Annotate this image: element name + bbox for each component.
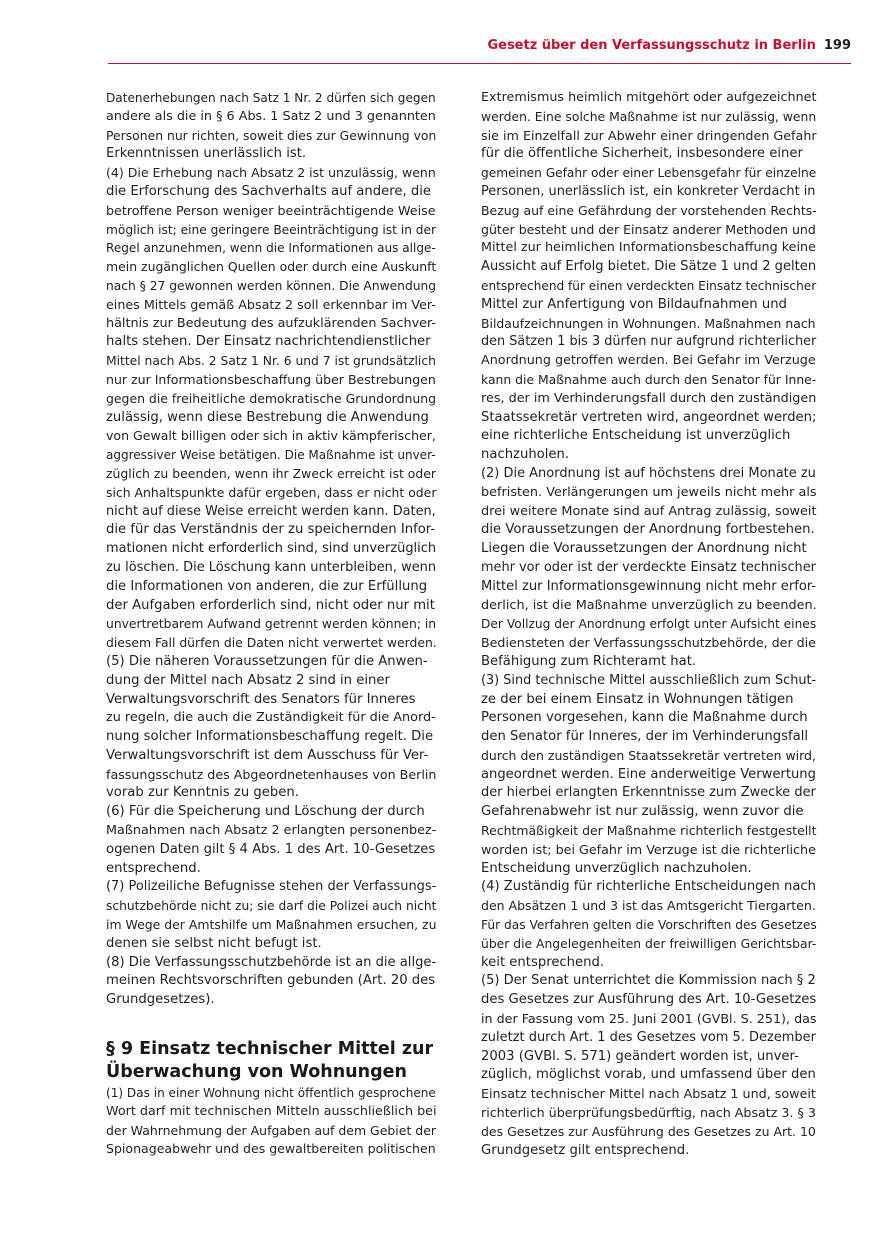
text-line: Rechtmäßigkeit der Maßnahme richterlich festgestellt [481,823,817,839]
text-line: züglich zu beenden, wenn ihr Zweck erreicht ist oder [106,465,437,481]
right-body-text [481,89,816,1160]
text-line: drei weitere Monate sind auf Antrag zulässig, soweit [481,503,817,519]
text-line: Staatssekretär vertreten wird, angeordnet werden; [481,409,817,425]
text-line: Mittel zur Informationsgewinnung nicht mehr erfor- [481,578,817,594]
text-line: befristen. Verlängerungen um jeweils nicht mehr als [481,484,817,500]
text-line: Grundgesetzes). [106,992,215,1008]
left-column [106,89,436,1159]
text-line: sie im Einzelfall zur Abwehr einer dringenden Gefahr [481,127,817,143]
text-line: vorab zur Kenntnis zu geben. [106,785,299,801]
text-line: (4) Die Erhebung nach Absatz 2 ist unzulässig, wenn [106,165,436,181]
text-line: entsprechend für einen verdeckten Einsatz technischer [481,278,817,293]
text-line: richterlich überprüfungsbedürftig, nach Absatz 3. § 3 [481,1105,816,1121]
text-line: mein zugänglichen Quellen oder durch eine Auskunft [106,259,437,275]
text-line: des Gesetzes zur Ausführung des Gesetzes zu Art. 10 [481,1123,816,1139]
text-line: für die öffentliche Sicherheit, insbesondere einer [481,146,803,162]
text-line: Personen nur richten, soweit dies zur Gewinnung von [106,128,437,143]
text-line: Anordnung getroffen werden. Bei Gefahr im Verzuge [481,353,816,369]
section-gap [106,1010,436,1038]
text-line: Verwaltungsvorschrift ist dem Ausschuss für Ver- [106,747,429,763]
text-line: (7) Polizeiliche Befugnisse stehen der Verfassungs- [106,879,437,895]
text-line: keit entsprechend. [481,954,605,970]
text-line: zuletzt durch Art. 1 des Gesetzes vom 5. Dezember [481,1029,816,1045]
text-line: mehr vor oder ist der verdeckte Einsatz technischer [481,559,816,575]
text-line: der Wahrnehmung der Aufgaben auf dem Gebiet der [106,1122,437,1138]
text-line: (1) Das in einer Wohnung nicht öffentlich gesprochene [106,1086,436,1101]
text-line: der hierbei erlangten Erkenntnisse zum Zwecke der [481,785,816,801]
text-line: 2003 (GVBl. S. 571) geändert worden ist, unver- [481,1048,799,1064]
text-line: res, der im Verhinderungsfall durch den zuständigen [481,390,817,406]
text-line: meinen Rechtsvorschriften gebunden (Art. 20 des [106,973,436,989]
left-body-text [106,89,436,1010]
text-line: Regel anzunehmen, wenn die Informationen aus allge- [106,241,436,256]
text-line: Erkenntnissen unerlässlich ist. [106,146,307,162]
text-line: Mittel nach Abs. 2 Satz 1 Nr. 6 und 7 ist grundsätzlich [106,354,436,369]
heading-line: Überwachung von Wohnungen [106,1062,407,1083]
text-line: den Sätzen 1 bis 3 dürfen nur aufgrund richterlicher [481,334,817,350]
text-line: Spionageabwehr und des gewaltbereiten politischen [106,1141,436,1157]
text-line: (2) Die Anordnung ist auf höchstens drei Monate zu [481,465,816,481]
text-line: güter besteht und der Einsatz anderer Methoden und [481,221,816,237]
text-line: (4) Zuständig für richterliche Entscheidungen nach [481,879,816,895]
text-line: halts stehen. Der Einsatz nachrichtendienstlicher [106,334,431,350]
text-line: hältnis zur Bedeutung des aufzuklärenden Sachver- [106,315,437,331]
header-rule [108,63,851,64]
text-line: in der Fassung vom 25. Juni 2001 (GVBl. S. 251), das [481,1011,817,1027]
text-line: entsprechend. [106,860,201,876]
text-line: aggressiver Weise betätigen. Die Maßnahme ist unver- [106,448,436,463]
running-header [480,38,851,53]
text-line: möglich ist; eine geringere Beeinträchtigung ist in der [106,222,437,237]
text-line: sich Anhaltspunkte dafür ergeben, dass er nicht oder [106,484,437,500]
text-line: Extremismus heimlich mitgehört oder aufgezeichnet [481,90,817,105]
text-line: schutzbehörde nicht zu; sie darf die Polizei auch nicht [106,899,437,914]
text-line: ogenen Daten gilt § 4 Abs. 1 des Art. 10-Gesetzes [106,841,436,857]
text-line: Aussicht auf Erfolg bietet. Die Sätze 1 und 2 gelten [481,259,817,275]
text-line: Für das Verfahren gelten die Vorschriften des Gesetzes [481,918,817,933]
text-line: mationen nicht erforderlich sind, sind unverzüglich [106,541,437,557]
text-line: (6) Für die Speicherung und Löschung der durch [106,804,425,820]
text-line: kann die Maßnahme auch durch den Senator für Inne- [481,371,817,387]
text-line: Mittel zur Anfertigung von Bildaufnahmen und [481,296,787,312]
text-line: nicht auf diese Weise erreicht werden kann. Daten, [106,503,436,519]
text-line: Gefahrenabwehr ist nur zulässig, wenn zuvor die [481,804,804,820]
text-line: gegen die freiheitliche demokratische Grundordnung [106,390,437,406]
text-line: Personen, unerlässlich ist, ein konkreter Verdacht in [481,183,816,199]
text-line: worden ist; bei Gefahr im Verzuge ist die richterliche [481,841,816,857]
text-line: (5) Die näheren Voraussetzungen für die Anwen- [106,653,428,669]
text-line: Bezug auf eine Gefährdung der vorstehenden Rechts- [481,202,817,218]
text-line: unvertretbarem Aufwand getrennt werden können; in [106,617,437,632]
text-line: betroffene Person weniger beeinträchtigende Weise [106,202,436,218]
text-line: über die Angelegenheiten der freiwilligen Gerichtsbar- [481,936,817,951]
text-line: die Voraussetzungen der Anordnung fortbestehen. [481,522,815,538]
text-line: Wort darf mit technischen Mitteln ausschließlich bei [106,1103,437,1119]
text-line: nach § 27 gewonnen werden können. Die Anwendung [106,278,437,293]
text-line: zulässig, wenn diese Bestrebung die Anwendung [106,409,429,425]
text-line: werden. Eine solche Maßnahme ist nur zulässig, wenn [481,108,817,124]
text-line: nur zur Informationsbeschaffung über Bestrebungen [106,371,436,387]
text-line: Maßnahmen nach Absatz 2 erlangten personenbez- [106,823,437,839]
text-line: Entscheidung unverzüglich nachzuholen. [481,860,752,876]
text-line: den Senator für Inneres, der im Verhinderungsfall [481,729,809,745]
text-line: eine richterliche Entscheidung ist unverzüglich [481,428,791,444]
text-line: derlich, ist die Maßnahme unverzüglich zu beenden. [481,597,817,613]
text-line: des Gesetzes zur Ausführung des Art. 10-Gesetzes [481,992,817,1008]
text-line: denen sie selbst nicht befugt ist. [106,935,322,951]
text-line: die für das Verständnis der zu speichernden Infor- [106,522,436,538]
text-line: andere als die in § 6 Abs. 1 Satz 2 und 3 genannten [106,108,436,124]
text-line: züglich, möglichst vorab, und umfassend über den [481,1067,816,1083]
text-line: zu regeln, die auch die Zuständigkeit für die Anord- [106,710,436,726]
text-line: Mittel zur heimlichen Informationsbeschaffung keine [481,240,816,256]
text-line: (8) Die Verfassungsschutzbehörde ist an die allge- [106,954,437,970]
text-line: nung solcher Informationsbeschaffung regelt. Die [106,729,434,745]
heading-line: § 9 Einsatz technischer Mittel zur [106,1039,434,1060]
text-line: den Absätzen 1 und 3 ist das Amtsgericht Tiergarten. [481,898,816,914]
text-line: die Informationen von anderen, die zur Erfüllung [106,578,428,594]
text-line: Grundgesetz gilt entsprechend. [481,1142,690,1158]
page-number: 199 [823,38,851,53]
text-line: dung der Mittel nach Absatz 2 sind in einer [106,672,390,688]
text-line: ze der bei einem Einsatz in Wohnungen tätigen [481,691,794,707]
section-body-text [106,1084,436,1159]
text-line: angeordnet werden. Eine anderweitige Verwertung [481,766,816,782]
text-line: (5) Der Senat unterrichtet die Kommission nach § 2 [481,973,816,989]
text-line: Der Vollzug der Anordnung erfolgt unter Aufsicht eines [481,617,817,632]
text-line: Bediensteten der Verfassungsschutzbehörde, der die [481,635,816,651]
text-line: Befähigung zum Richteramt hat. [481,653,697,669]
text-line: Personen vorgesehen, kann die Maßnahme durch [481,710,808,726]
text-line: Verwaltungsvorschrift des Senators für Inneres [106,691,416,707]
text-line: zu löschen. Die Löschung kann unterbleiben, wenn [106,559,437,575]
text-line: (3) Sind technische Mittel ausschließlich zum Schut- [481,672,817,688]
text-line: Bildaufzeichnungen in Wohnungen. Maßnahmen nach [481,315,816,331]
text-line: im Wege der Amtshilfe um Maßnahmen ersuchen, zu [106,917,437,933]
text-line: Datenerhebungen nach Satz 1 Nr. 2 dürfen sich gegen [106,91,436,105]
text-line: nachzuholen. [481,447,570,463]
text-line: der Aufgaben erforderlich sind, nicht oder nur mit [106,597,435,613]
text-line: Liegen die Voraussetzungen der Anordnung nicht [481,541,807,557]
text-line: Einsatz technischer Mittel nach Absatz 1 und, soweit [481,1086,816,1102]
text-line: durch den zuständigen Staatssekretär vertreten wird, [481,747,816,763]
right-column [481,89,816,1160]
text-line: fassungsschutz des Abgeordnetenhauses von Berlin [106,766,437,782]
header-title: Gesetz über den Verfassungsschutz in Berlin [487,38,816,53]
text-line: die Erforschung des Sachverhalts auf andere, die [106,183,432,199]
text-line: eines Mittels gemäß Absatz 2 soll erkennbar im Ver- [106,296,436,312]
text-line: diesem Fall dürfen die Daten nicht verwertet werden. [106,636,437,651]
text-line: von Gewalt billigen oder sich in aktiv kämpferischer, [106,428,436,444]
text-line: gemeinen Gefahr oder einer Lebensgefahr für einzelne [481,166,817,181]
section-heading [106,1038,436,1084]
